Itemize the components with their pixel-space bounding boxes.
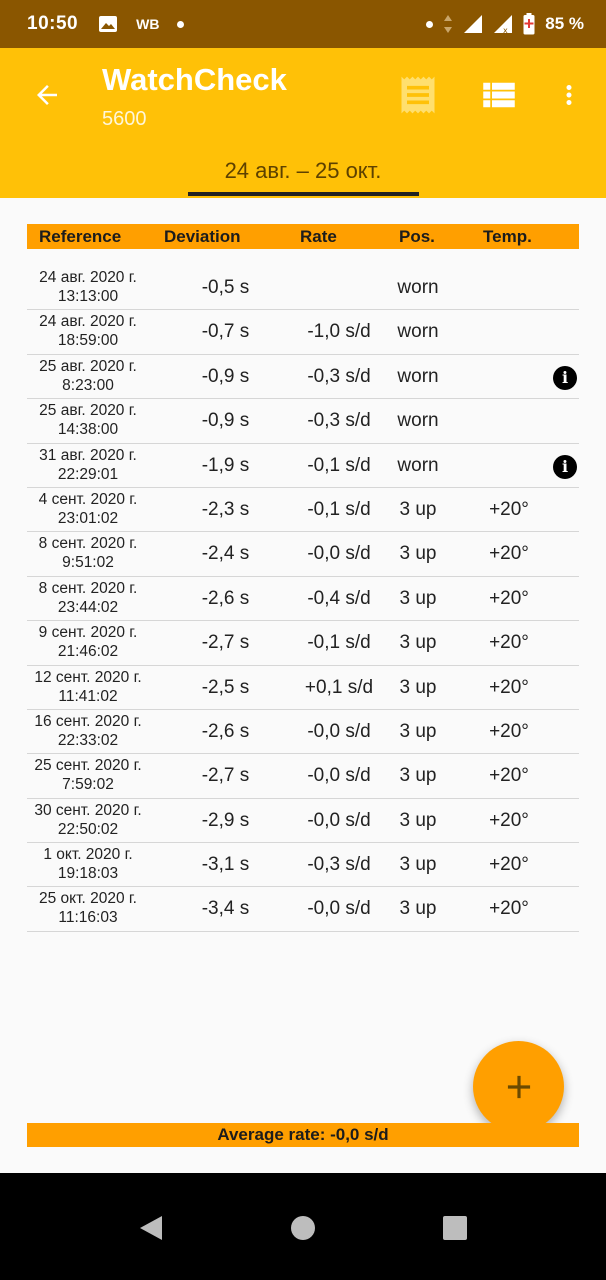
nav-recents-button[interactable] — [430, 1203, 480, 1253]
position-cell: 3 up — [399, 587, 437, 609]
deviation-cell: -0,7 s — [201, 321, 250, 343]
notification-dot-icon — [177, 21, 184, 28]
list-view-icon — [478, 74, 520, 116]
more-options-button[interactable] — [544, 70, 594, 120]
deviation-cell: -0,9 s — [201, 410, 250, 432]
battery-percent: 85 % — [545, 14, 584, 33]
arrow-left-icon — [32, 80, 62, 110]
position-cell: 3 up — [399, 632, 437, 654]
rate-cell: +0,1 s/d — [304, 676, 374, 698]
position-cell: 3 up — [399, 809, 437, 831]
table-row[interactable] — [27, 621, 579, 665]
rate-cell: -0,1 s/d — [307, 632, 371, 654]
reference-time: 22:33:02 — [57, 731, 119, 749]
reference-cell — [27, 446, 149, 484]
deviation-cell: -2,7 s — [201, 632, 250, 654]
reference-time: 22:50:02 — [57, 820, 119, 838]
gallery-icon — [98, 15, 118, 33]
rate-cell: -1,0 s/d — [307, 321, 371, 343]
notification-dot-icon — [426, 21, 433, 28]
reference-cell — [27, 312, 149, 350]
table-row[interactable] — [27, 666, 579, 710]
rate-cell: -0,0 s/d — [307, 720, 371, 742]
deviation-cell: -2,6 s — [201, 587, 250, 609]
data-transfer-icon — [443, 14, 453, 34]
rate-cell: -0,3 s/d — [307, 410, 371, 432]
rate-cell: -0,1 s/d — [307, 454, 371, 476]
header-temp: Temp. — [483, 227, 532, 246]
reference-time: 11:16:03 — [58, 909, 118, 927]
reference-time: 9:51:02 — [62, 554, 114, 572]
reference-date: 8 сент. 2020 г. — [38, 579, 138, 597]
app-title: WatchCheck — [102, 62, 287, 97]
reference-date: 8 сент. 2020 г. — [38, 535, 138, 553]
position-cell: worn — [397, 410, 439, 432]
reference-date: 25 сент. 2020 г. — [34, 757, 142, 775]
header-reference: Reference — [39, 227, 122, 246]
position-cell: 3 up — [399, 543, 437, 565]
carrier-tag: WB — [136, 16, 160, 32]
reference-time: 11:41:02 — [58, 687, 118, 705]
header-pos: Pos. — [399, 227, 435, 246]
rate-cell: -0,0 s/d — [307, 543, 371, 565]
deviation-cell: -2,6 s — [201, 720, 250, 742]
app-bar — [0, 48, 606, 142]
deviation-cell: -2,9 s — [201, 809, 250, 831]
back-button[interactable] — [26, 74, 68, 116]
rate-cell: -0,0 s/d — [307, 809, 371, 831]
system-nav-bar — [0, 1173, 606, 1280]
tab-date-range[interactable]: 24 авг. – 25 окт. — [224, 158, 382, 183]
receipt-icon — [396, 73, 440, 117]
header-rate: Rate — [300, 227, 337, 246]
reference-cell — [27, 490, 149, 528]
reference-cell — [27, 534, 149, 572]
reference-time: 22:29:01 — [57, 465, 119, 483]
position-cell: worn — [397, 454, 439, 476]
position-cell: 3 up — [399, 854, 437, 876]
rate-cell: -0,3 s/d — [307, 365, 371, 387]
deviation-cell: -2,7 s — [201, 765, 250, 787]
reference-cell — [27, 268, 149, 306]
rate-cell: -0,1 s/d — [307, 498, 371, 520]
reference-time: 19:18:03 — [57, 865, 119, 883]
deviation-cell: -0,5 s — [201, 277, 250, 298]
nav-home-icon — [290, 1215, 316, 1241]
reference-date: 31 авг. 2020 г. — [39, 446, 137, 464]
temperature-cell: +20° — [489, 809, 529, 831]
reference-cell — [27, 756, 149, 794]
rate-cell: -0,0 s/d — [307, 898, 371, 920]
table-row[interactable] — [27, 843, 579, 887]
app-subtitle: 5600 — [102, 108, 147, 130]
info-icon[interactable]: i — [553, 455, 577, 479]
nav-recents-icon — [442, 1215, 468, 1241]
table-row[interactable] — [27, 266, 579, 310]
reference-cell — [27, 889, 149, 927]
position-cell: worn — [397, 277, 439, 298]
reference-time: 21:46:02 — [57, 643, 119, 661]
temperature-cell: +20° — [489, 498, 529, 520]
deviation-cell: -3,4 s — [201, 898, 250, 920]
temperature-cell: +20° — [489, 676, 529, 698]
rate-cell: -0,0 s/d — [307, 765, 371, 787]
table-row[interactable] — [27, 710, 579, 754]
table-header — [27, 224, 579, 249]
position-cell: 3 up — [399, 498, 437, 520]
reference-cell — [27, 401, 149, 439]
temperature-cell: +20° — [489, 765, 529, 787]
average-rate-bar: Average rate: -0,0 s/d — [27, 1123, 579, 1147]
info-icon[interactable]: i — [553, 366, 577, 390]
table-row[interactable] — [27, 799, 579, 843]
position-cell: worn — [397, 321, 439, 343]
reference-time: 13:13:00 — [57, 288, 119, 305]
status-right-icons — [426, 13, 584, 35]
table-row[interactable] — [27, 310, 579, 354]
table-row[interactable] — [27, 532, 579, 576]
receipt-button[interactable] — [393, 70, 443, 120]
reference-date: 25 авг. 2020 г. — [39, 402, 137, 420]
header-deviation: Deviation — [164, 227, 241, 246]
reference-date: 9 сент. 2020 г. — [38, 624, 138, 642]
reference-date: 16 сент. 2020 г. — [34, 712, 142, 730]
reference-date: 24 авг. 2020 г. — [39, 313, 137, 331]
reference-date: 25 авг. 2020 г. — [39, 357, 137, 375]
status-bar — [0, 0, 606, 48]
list-view-button[interactable] — [474, 70, 524, 120]
reference-cell — [27, 801, 149, 839]
more-vert-icon — [554, 78, 584, 112]
battery-icon — [523, 13, 535, 35]
table-row[interactable] — [27, 399, 579, 443]
reference-time: 23:44:02 — [57, 598, 119, 616]
temperature-cell: +20° — [489, 854, 529, 876]
reference-time: 8:23:00 — [62, 376, 114, 394]
reference-cell — [27, 668, 149, 706]
deviation-cell: -0,9 s — [201, 365, 250, 387]
temperature-cell: +20° — [489, 898, 529, 920]
nav-back-button[interactable] — [126, 1203, 176, 1253]
deviation-cell: -2,4 s — [201, 543, 250, 565]
temperature-cell: +20° — [489, 587, 529, 609]
reference-cell — [27, 845, 149, 883]
reference-time: 18:59:00 — [57, 332, 119, 350]
reference-time: 7:59:02 — [62, 776, 114, 794]
table-row[interactable] — [27, 887, 579, 931]
reference-cell — [27, 579, 149, 617]
signal-icon — [463, 14, 483, 34]
nav-home-button[interactable] — [278, 1203, 328, 1253]
table-row[interactable] — [27, 488, 579, 532]
table-row[interactable] — [27, 754, 579, 798]
position-cell: 3 up — [399, 765, 437, 787]
tab-strip — [0, 142, 606, 198]
table-row[interactable] — [27, 444, 579, 488]
reference-cell — [27, 623, 149, 661]
rate-cell: -0,4 s/d — [307, 587, 371, 609]
deviation-cell: -2,5 s — [201, 676, 250, 698]
position-cell: 3 up — [399, 720, 437, 742]
reference-cell — [27, 357, 149, 395]
temperature-cell: +20° — [489, 632, 529, 654]
status-left-icons — [98, 15, 184, 33]
reference-date: 1 окт. 2020 г. — [43, 846, 133, 864]
reference-cell — [27, 712, 149, 750]
position-cell: worn — [397, 365, 439, 387]
measurement-list — [27, 266, 579, 932]
reference-date: 25 окт. 2020 г. — [39, 890, 137, 908]
add-measurement-button[interactable] — [473, 1041, 564, 1132]
svg-text:x: x — [503, 26, 508, 34]
reference-date: 12 сент. 2020 г. — [34, 668, 142, 686]
tab-indicator — [188, 192, 419, 196]
reference-time: 14:38:00 — [57, 421, 119, 439]
deviation-cell: -1,9 s — [201, 454, 250, 476]
reference-date: 30 сент. 2020 г. — [34, 801, 142, 819]
status-time: 10:50 — [27, 13, 79, 34]
deviation-cell: -3,1 s — [201, 854, 250, 876]
reference-time: 23:01:02 — [57, 509, 119, 527]
reference-date: 24 авг. 2020 г. — [39, 269, 137, 286]
nav-back-icon — [138, 1214, 164, 1242]
reference-date: 4 сент. 2020 г. — [38, 490, 138, 508]
deviation-cell: -2,3 s — [201, 498, 250, 520]
temperature-cell: +20° — [489, 543, 529, 565]
signal-no-sim-icon — [493, 14, 513, 34]
table-row[interactable] — [27, 577, 579, 621]
table-row[interactable] — [27, 355, 579, 399]
rate-cell: -0,3 s/d — [307, 854, 371, 876]
position-cell: 3 up — [399, 898, 437, 920]
plus-icon — [500, 1068, 538, 1106]
position-cell: 3 up — [399, 676, 437, 698]
temperature-cell: +20° — [489, 720, 529, 742]
